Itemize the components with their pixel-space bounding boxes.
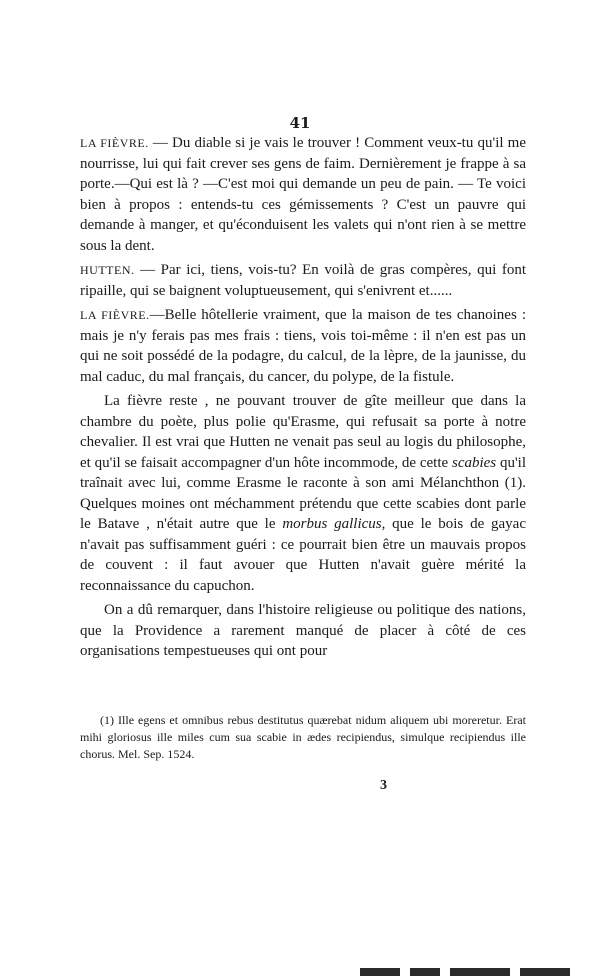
paragraph-text: , que le bois de gayac n'avait pas suffisamment guéri : ce pourrait bien être un mauvais propos de couvent : il faut avouer que Hutten n'avait guère mérité la reconnaissance du capuchon. <box>80 516 526 594</box>
paragraph-text: — Du diable si je vais le trouver ! Comment veux-tu qu'il me nourrisse, lui qui fait crever ses gens de faim. Dernièrement je frappe à sa porte.—Qui est là ? —C'est moi qui demande un peu de pain. — Te voici bien à propos : entends-tu ces gémissements ? C'est un pauvre qui demande à manger, et qu'éconduisent les valets qui n'ont rien à se mettre sous la dent. <box>80 135 526 254</box>
paragraph-text: —Belle hôtellerie vraiment, que la maison de tes chanoines : mais je n'y ferais pas mes frais : tiens, vois toi-même : il n'en est pas un qui ne soit possédé de la podagre, du calcul, de la lèpre, de la jaunisse, du mal caduc, du mal français, du cancer, du polype, de la fistule. <box>80 307 526 385</box>
body-text <box>80 133 526 666</box>
signature-mark: 3 <box>380 778 387 793</box>
paragraph <box>80 305 526 387</box>
paragraph <box>80 391 526 596</box>
footnote-text: (1) Ille egens et omnibus rebus destitutus quærebat nidum aliquem ubi moreretur. Erat mihi gloriosus ille miles cum sua scabie in ædes recipiendus, simulque recipiendus ille chorus. Mel. Sep. 1524. <box>80 713 526 761</box>
latin-term: scabies <box>451 454 497 471</box>
bottom-edge-artifact <box>360 962 600 976</box>
paragraph <box>80 260 526 301</box>
paragraph-text: — Par ici, tiens, vois-tu? En voilà de gras compères, qui font ripaille, qui se baignent voluptueusement, qui s'enivrent et...... <box>80 262 526 299</box>
paragraph-text: On a dû remarquer, dans l'histoire religieuse ou politique des nations, que la Providence a rarement manqué de placer à côté de ces organisations tempestueuses qui ont pour <box>80 602 526 659</box>
paragraph <box>80 600 526 662</box>
page-number: 41 <box>289 114 311 132</box>
speaker-name: HUTTEN. <box>80 263 135 277</box>
footnote <box>80 712 526 763</box>
paragraph <box>80 133 526 256</box>
speaker-name: LA FIÈVRE. <box>80 308 150 322</box>
paragraph-text: La fièvre reste , ne pouvant trouver de gîte meilleur que dans la chambre du poète, plus polie qu'Erasme, qui refusait sa porte à notre chevalier. Il est vrai que Hutten ne venait pas seul au logis du philosophe, et qu'il se faisait accompagner d'un hôte incommode, de cette <box>80 393 526 471</box>
paragraph-text: qu'il traînait avec lui, comme Erasme le raconte à son ami Mélanchthon (1). Quelques moines ont méchamment prétendu que cette scabies dont parle le Batave , n'était autre que le <box>80 454 526 532</box>
speaker-name: LA FIÈVRE. <box>80 136 149 150</box>
latin-term: morbus gallicus <box>282 516 382 532</box>
